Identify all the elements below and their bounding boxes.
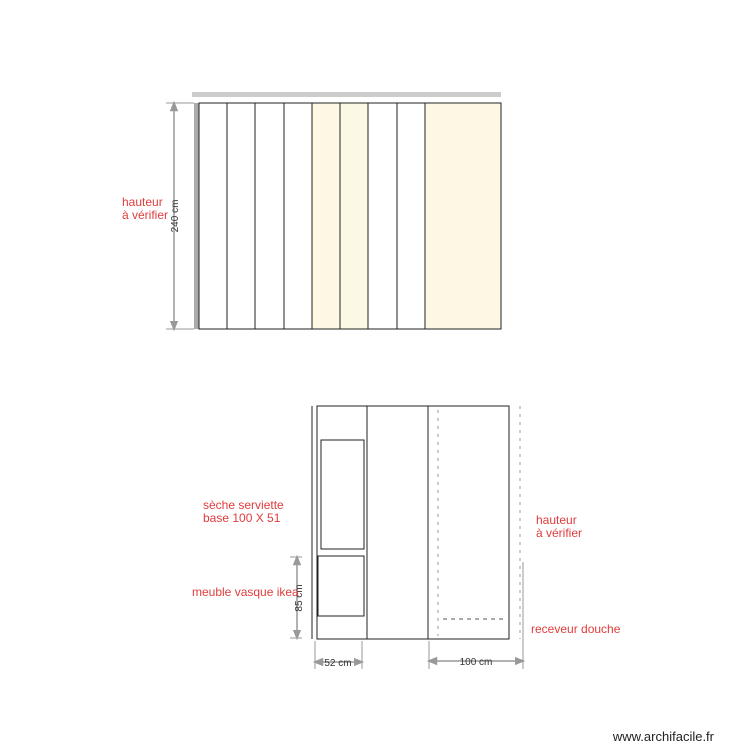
wall-panel <box>227 103 255 329</box>
towel-radiator-label-line2: base 100 X 51 <box>203 511 281 525</box>
shower-height-note-line2: à vérifier <box>536 526 583 540</box>
ceiling-line <box>192 92 501 97</box>
wall-panel <box>340 103 368 329</box>
elevation-top <box>122 92 501 329</box>
vanity-height-dimension-label: 85 cm <box>294 584 305 612</box>
vanity-width-dimension-label: 52 cm <box>324 658 352 669</box>
vanity-unit <box>318 556 364 616</box>
wall-panel <box>368 103 397 329</box>
shower-tray-label: receveur douche <box>531 622 621 636</box>
wall-panel <box>397 103 425 329</box>
watermark: www.archifacile.fr <box>612 729 714 744</box>
height-dimension-label: 240 cm <box>170 199 181 233</box>
height-note-line1: hauteur <box>122 195 163 209</box>
vanity-label: meuble vasque ikea <box>192 585 299 599</box>
wall-panel <box>312 103 340 329</box>
shower-width-dimension-label: 100 cm <box>459 657 493 668</box>
shower-height-note-line1: hauteur <box>536 513 577 527</box>
wall-edge <box>194 103 199 329</box>
towel-radiator <box>321 440 364 549</box>
wall-panel <box>284 103 312 329</box>
towel-radiator-label-line1: sèche serviette <box>203 498 284 512</box>
wall-panel <box>425 103 501 329</box>
elevation-bottom <box>192 406 621 669</box>
wall-panel <box>199 103 227 329</box>
wall-panel <box>255 103 284 329</box>
wall-panels <box>199 103 501 329</box>
height-note-line2: à vérifier <box>122 208 169 222</box>
